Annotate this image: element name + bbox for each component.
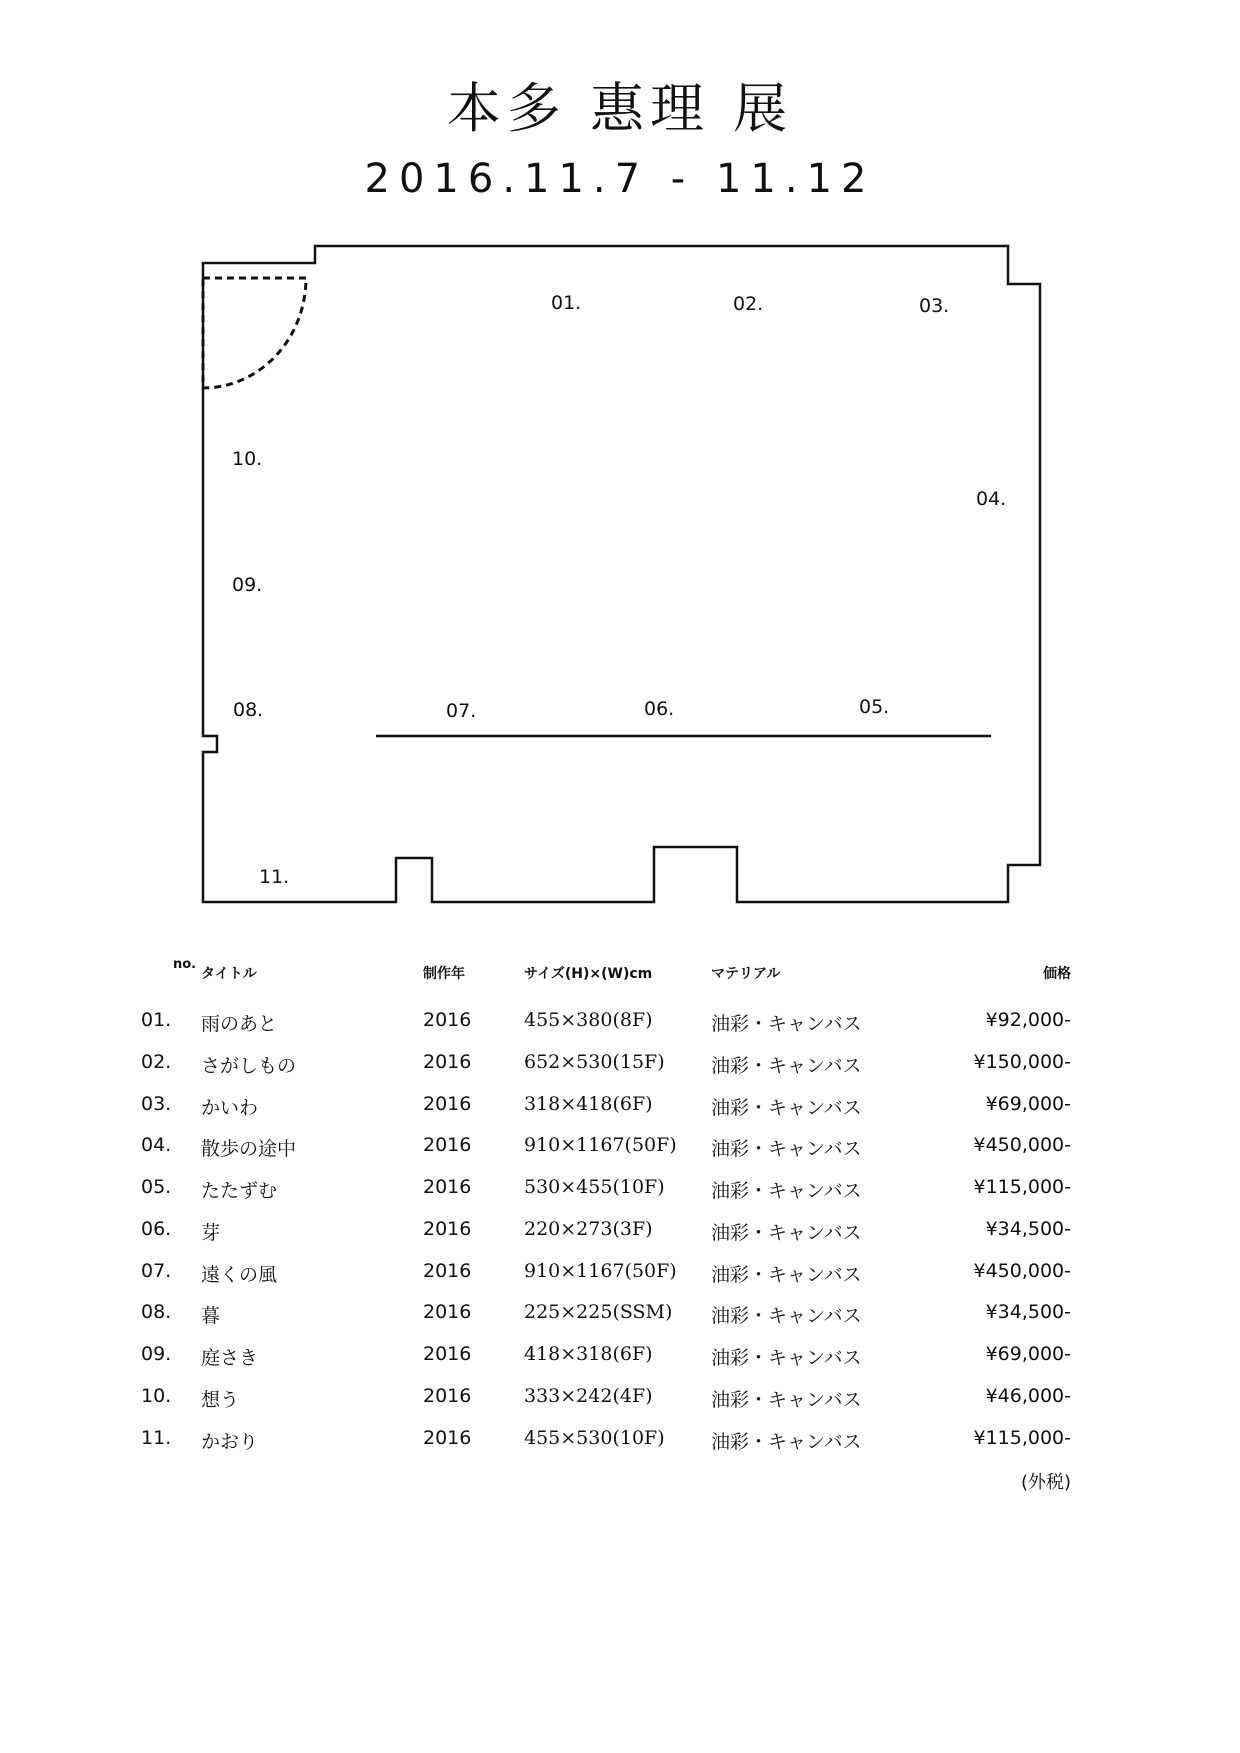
table-row — [0, 1218, 1240, 1248]
door-swing — [203, 278, 306, 388]
row-material: 油彩・キャンバス — [711, 1264, 862, 1286]
row-no: 04. — [141, 1134, 172, 1156]
row-no: 09. — [141, 1343, 172, 1365]
table-row — [0, 1343, 1240, 1373]
row-size: 333×242(4F) — [524, 1385, 653, 1407]
row-size: 455×380(8F) — [524, 1009, 653, 1031]
row-title: 芽 — [201, 1222, 221, 1244]
row-size: 455×530(10F) — [524, 1427, 665, 1449]
row-price: ¥34,500- — [985, 1301, 1071, 1323]
floor-plan-walls — [203, 246, 1040, 902]
row-year: 2016 — [423, 1009, 472, 1031]
table-row — [0, 1051, 1240, 1081]
row-title: 想う — [201, 1389, 240, 1411]
plan-label-06: 06. — [644, 698, 675, 720]
row-price: ¥115,000- — [973, 1176, 1071, 1198]
row-no: 08. — [141, 1301, 172, 1323]
row-price: ¥115,000- — [973, 1427, 1071, 1449]
row-size: 225×225(SSM) — [524, 1301, 673, 1323]
table-row — [0, 1260, 1240, 1290]
plan-label-03: 03. — [919, 295, 950, 317]
plan-label-07: 07. — [446, 700, 477, 722]
row-no: 03. — [141, 1093, 172, 1115]
plan-label-08: 08. — [233, 699, 264, 721]
row-no: 02. — [141, 1051, 172, 1073]
row-material: 油彩・キャンバス — [711, 1180, 862, 1202]
row-material: 油彩・キャンバス — [711, 1222, 862, 1244]
row-year: 2016 — [423, 1176, 472, 1198]
row-year: 2016 — [423, 1260, 472, 1282]
row-material: 油彩・キャンバス — [711, 1138, 862, 1160]
row-title: 庭さき — [201, 1347, 259, 1369]
header-year: 制作年 — [423, 966, 465, 982]
row-title: かいわ — [201, 1097, 259, 1119]
row-price: ¥34,500- — [985, 1218, 1071, 1240]
row-price: ¥92,000- — [985, 1009, 1071, 1031]
row-no: 01. — [141, 1009, 172, 1031]
row-year: 2016 — [423, 1301, 472, 1323]
row-no: 06. — [141, 1218, 172, 1240]
plan-label-09: 09. — [232, 574, 263, 596]
row-year: 2016 — [423, 1343, 472, 1365]
row-size: 530×455(10F) — [524, 1176, 665, 1198]
row-price: ¥450,000- — [973, 1260, 1071, 1282]
header-size: サイズ(H)×(W)cm — [524, 966, 653, 982]
row-title: 散歩の途中 — [201, 1138, 297, 1160]
row-size: 318×418(6F) — [524, 1093, 653, 1115]
row-price: ¥46,000- — [985, 1385, 1071, 1407]
row-size: 910×1167(50F) — [524, 1260, 677, 1282]
header-price: 価格 — [1043, 966, 1071, 982]
row-price: ¥150,000- — [973, 1051, 1071, 1073]
table-row — [0, 1134, 1240, 1164]
row-title: たたずむ — [201, 1180, 278, 1202]
row-material: 油彩・キャンバス — [711, 1389, 862, 1411]
row-size: 652×530(15F) — [524, 1051, 665, 1073]
plan-label-11: 11. — [259, 866, 290, 888]
table-row — [0, 1009, 1240, 1039]
row-size: 418×318(6F) — [524, 1343, 653, 1365]
row-material: 油彩・キャンバス — [711, 1055, 862, 1077]
row-year: 2016 — [423, 1218, 472, 1240]
row-year: 2016 — [423, 1093, 472, 1115]
table-row — [0, 1176, 1240, 1206]
plan-label-01: 01. — [551, 292, 582, 314]
row-material: 油彩・キャンバス — [711, 1305, 862, 1327]
row-title: 遠くの風 — [201, 1264, 278, 1286]
row-title: 雨のあと — [201, 1013, 278, 1035]
plan-label-02: 02. — [733, 293, 764, 315]
table-row — [0, 1427, 1240, 1457]
row-price: ¥450,000- — [973, 1134, 1071, 1156]
row-year: 2016 — [423, 1134, 472, 1156]
row-year: 2016 — [423, 1427, 472, 1449]
row-year: 2016 — [423, 1051, 472, 1073]
row-title: かおり — [201, 1431, 259, 1453]
row-no: 05. — [141, 1176, 172, 1198]
plan-label-04: 04. — [976, 488, 1007, 510]
row-title: 暮 — [201, 1305, 221, 1327]
plan-label-10: 10. — [232, 448, 263, 470]
row-price: ¥69,000- — [985, 1343, 1071, 1365]
row-material: 油彩・キャンバス — [711, 1347, 862, 1369]
header-material: マテリアル — [711, 966, 781, 982]
row-no: 07. — [141, 1260, 172, 1282]
header-no: no. — [173, 957, 197, 972]
tax-note: (外税) — [1020, 1472, 1071, 1493]
table-row — [0, 1385, 1240, 1415]
row-no: 10. — [141, 1385, 172, 1407]
header-title: タイトル — [201, 966, 257, 982]
row-size: 910×1167(50F) — [524, 1134, 677, 1156]
table-row — [0, 1093, 1240, 1123]
row-size: 220×273(3F) — [524, 1218, 653, 1240]
plan-label-05: 05. — [859, 696, 890, 718]
exhibition-title: 本多 惠理 展 — [446, 77, 794, 140]
exhibition-dates: 2016.11.7 - 11.12 — [364, 156, 876, 202]
row-material: 油彩・キャンバス — [711, 1431, 862, 1453]
table-row — [0, 1301, 1240, 1331]
row-title: さがしもの — [201, 1055, 297, 1077]
row-price: ¥69,000- — [985, 1093, 1071, 1115]
row-year: 2016 — [423, 1385, 472, 1407]
row-material: 油彩・キャンバス — [711, 1097, 862, 1119]
row-material: 油彩・キャンバス — [711, 1013, 862, 1035]
row-no: 11. — [141, 1427, 172, 1449]
